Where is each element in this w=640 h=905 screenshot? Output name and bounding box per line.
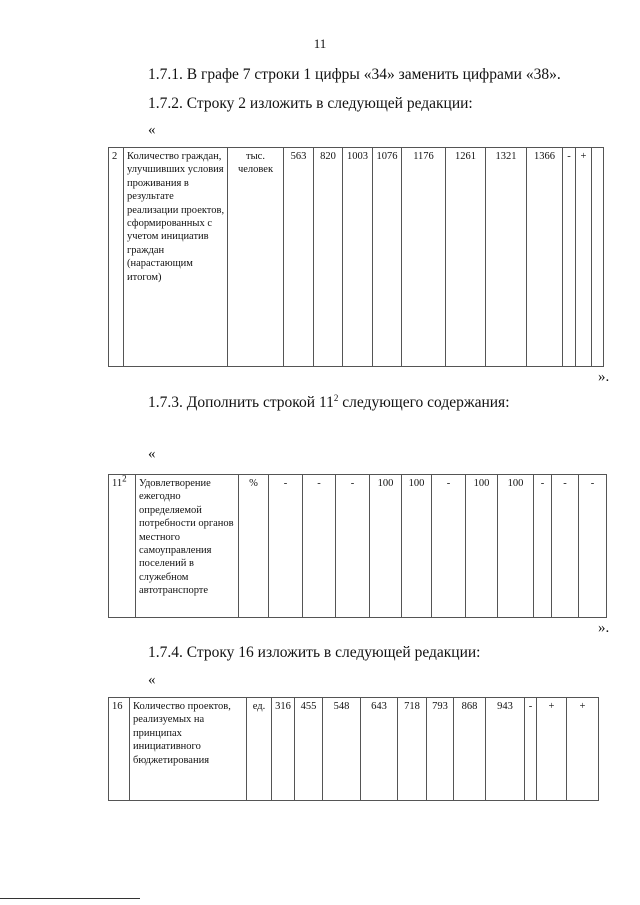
- value-cell: 1003: [343, 148, 373, 367]
- indicator-name: Количество граждан, улучшивших условия проживания в результате реализации проектов, сформированных с учетом инициатив граждан (нарастающим итогом): [124, 148, 228, 367]
- value-cell: 1321: [486, 148, 527, 367]
- value-cell: +: [576, 148, 592, 367]
- value-cell: -: [563, 148, 576, 367]
- open-quote: «: [148, 122, 156, 138]
- value-cell: 943: [486, 698, 525, 801]
- value-cell: -: [525, 698, 537, 801]
- paragraph-1-7-4: 1.7.4. Строку 16 изложить в следующей редакции:: [148, 644, 481, 661]
- value-cell: +: [537, 698, 567, 801]
- open-quote: «: [148, 672, 156, 688]
- unit-of-measure: ед.: [247, 698, 272, 801]
- table-row-16: [108, 697, 599, 801]
- open-quote: «: [148, 446, 156, 462]
- value-cell: -: [336, 475, 370, 618]
- paragraph-1-7-3: [148, 394, 510, 412]
- value-cell: 1076: [373, 148, 402, 367]
- value-cell: 100: [402, 475, 432, 618]
- value-cell: [592, 148, 604, 367]
- value-cell: 100: [370, 475, 402, 618]
- paragraph-1-7-1: 1.7.1. В графе 7 строки 1 цифры «34» заменить цифрами «38».: [148, 66, 561, 83]
- row-number: [109, 475, 136, 618]
- unit-of-measure: тыс. человек: [228, 148, 284, 367]
- value-cell: -: [552, 475, 579, 618]
- value-cell: 1261: [446, 148, 486, 367]
- value-cell: 868: [454, 698, 486, 801]
- value-cell: -: [579, 475, 607, 618]
- paragraph-text: следующего содержания:: [338, 394, 510, 411]
- close-quote: ».: [598, 620, 610, 636]
- value-cell: 548: [323, 698, 361, 801]
- value-cell: -: [432, 475, 466, 618]
- value-cell: 563: [284, 148, 314, 367]
- footnote-separator: [0, 898, 140, 899]
- value-cell: 718: [398, 698, 427, 801]
- value-cell: -: [303, 475, 336, 618]
- paragraph-1-7-2: 1.7.2. Строку 2 изложить в следующей редакции:: [148, 95, 473, 112]
- value-cell: 1176: [402, 148, 446, 367]
- row-number: 2: [109, 148, 124, 367]
- value-cell: 316: [272, 698, 295, 801]
- close-quote: ».: [598, 369, 610, 385]
- value-cell: -: [534, 475, 552, 618]
- value-cell: 793: [427, 698, 454, 801]
- value-cell: 1366: [527, 148, 563, 367]
- unit-of-measure: %: [239, 475, 269, 618]
- indicator-name: Удовлетворение ежегодно определяемой потребности органов местного самоуправления поселений в служебном автотранспорте: [136, 475, 239, 618]
- table-row: [109, 148, 604, 367]
- row-number-text: 11: [112, 478, 123, 489]
- table-row: [109, 698, 599, 801]
- value-cell: +: [567, 698, 599, 801]
- superscript: 2: [122, 474, 127, 484]
- indicator-name: Количество проектов, реализуемых на принципах инициативного бюджетирования: [130, 698, 247, 801]
- row-number: 16: [109, 698, 130, 801]
- value-cell: 820: [314, 148, 343, 367]
- value-cell: -: [269, 475, 303, 618]
- table-row-2: [108, 147, 604, 367]
- paragraph-text: 1.7.3. Дополнить строкой 11: [148, 394, 334, 411]
- superscript: 2: [333, 392, 339, 403]
- value-cell: 643: [361, 698, 398, 801]
- table-row-11-2: [108, 474, 607, 618]
- value-cell: 100: [466, 475, 498, 618]
- table-row: [109, 475, 607, 618]
- page-number: 11: [313, 36, 327, 51]
- value-cell: 455: [295, 698, 323, 801]
- value-cell: 100: [498, 475, 534, 618]
